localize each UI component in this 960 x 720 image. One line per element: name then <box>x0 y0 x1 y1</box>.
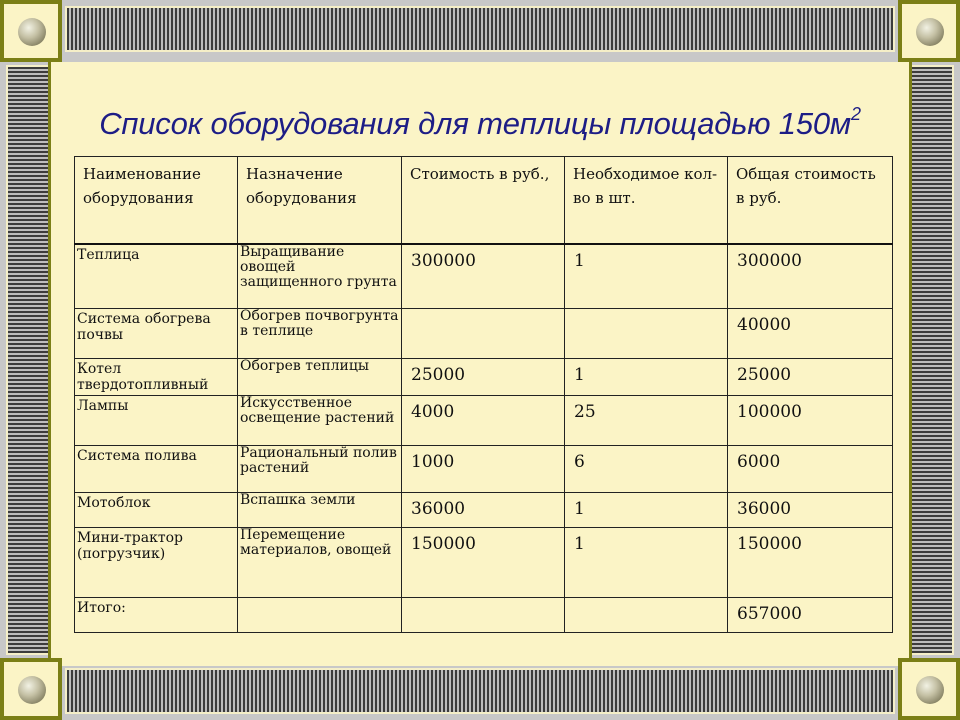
cell-purpose: Выращивание овощей защищенного грунта <box>238 244 402 309</box>
cell-price: 300000 <box>402 244 565 309</box>
cell-total: 150000 <box>728 528 893 598</box>
frame-band-top <box>65 6 895 52</box>
table-row <box>75 446 893 493</box>
cell-price <box>402 598 565 633</box>
cell-quantity: 6 <box>565 446 728 493</box>
cell-name: Итого: <box>75 598 238 633</box>
cell-price: 1000 <box>402 446 565 493</box>
corner-ornament-top-right <box>898 0 960 62</box>
page-title-text: Список оборудования для теплицы площадью 150м <box>99 106 851 141</box>
cell-name: Мотоблок <box>75 493 238 528</box>
cell-price <box>402 309 565 359</box>
page-title <box>0 106 960 142</box>
cell-price: 150000 <box>402 528 565 598</box>
table-header-row <box>75 157 893 244</box>
page-title-superscript: 2 <box>850 104 861 124</box>
cell-name: Система полива <box>75 446 238 493</box>
corner-knob-icon <box>916 676 944 704</box>
header-total: Общая стоимость в руб. <box>728 157 893 244</box>
equipment-table <box>74 156 893 633</box>
cell-quantity <box>565 598 728 633</box>
header-quantity: Необходимое кол-во в шт. <box>565 157 728 244</box>
corner-ornament-top-left <box>0 0 62 62</box>
table-row <box>75 396 893 446</box>
cell-quantity: 1 <box>565 359 728 396</box>
cell-total: 100000 <box>728 396 893 446</box>
table-total-row <box>75 598 893 633</box>
cell-name: Мини-трактор (погрузчик) <box>75 528 238 598</box>
cell-quantity: 25 <box>565 396 728 446</box>
header-purpose: Назначение оборудования <box>238 157 402 244</box>
table-row <box>75 309 893 359</box>
corner-knob-icon <box>18 676 46 704</box>
cell-purpose: Искусственное освещение растений <box>238 396 402 446</box>
cell-total: 657000 <box>728 598 893 633</box>
cell-purpose: Рациональный полив растений <box>238 446 402 493</box>
cell-quantity: 1 <box>565 528 728 598</box>
cell-total: 6000 <box>728 446 893 493</box>
corner-ornament-bottom-right <box>898 658 960 720</box>
cell-quantity: 1 <box>565 244 728 309</box>
cell-purpose: Перемещение материалов, овощей <box>238 528 402 598</box>
cell-purpose: Обогрев почвогрунта в теплице <box>238 309 402 359</box>
corner-knob-icon <box>18 18 46 46</box>
cell-total: 40000 <box>728 309 893 359</box>
frame-band-right <box>908 65 954 655</box>
header-price: Стоимость в руб., <box>402 157 565 244</box>
cell-total: 25000 <box>728 359 893 396</box>
cell-name: Теплица <box>75 244 238 309</box>
frame-band-left <box>6 65 52 655</box>
cell-price: 25000 <box>402 359 565 396</box>
cell-purpose: Обогрев теплицы <box>238 359 402 396</box>
table-row <box>75 244 893 309</box>
cell-purpose <box>238 598 402 633</box>
cell-total: 36000 <box>728 493 893 528</box>
cell-price: 36000 <box>402 493 565 528</box>
cell-total: 300000 <box>728 244 893 309</box>
cell-quantity: 1 <box>565 493 728 528</box>
frame-band-bottom <box>65 668 895 714</box>
cell-name: Лампы <box>75 396 238 446</box>
cell-quantity <box>565 309 728 359</box>
table-row <box>75 359 893 396</box>
cell-name: Котел твердотопливный <box>75 359 238 396</box>
header-name: Наименование оборудования <box>75 157 238 244</box>
cell-price: 4000 <box>402 396 565 446</box>
cell-name: Система обогрева почвы <box>75 309 238 359</box>
table-row <box>75 493 893 528</box>
table-row <box>75 528 893 598</box>
corner-knob-icon <box>916 18 944 46</box>
corner-ornament-bottom-left <box>0 658 62 720</box>
cell-purpose: Вспашка земли <box>238 493 402 528</box>
